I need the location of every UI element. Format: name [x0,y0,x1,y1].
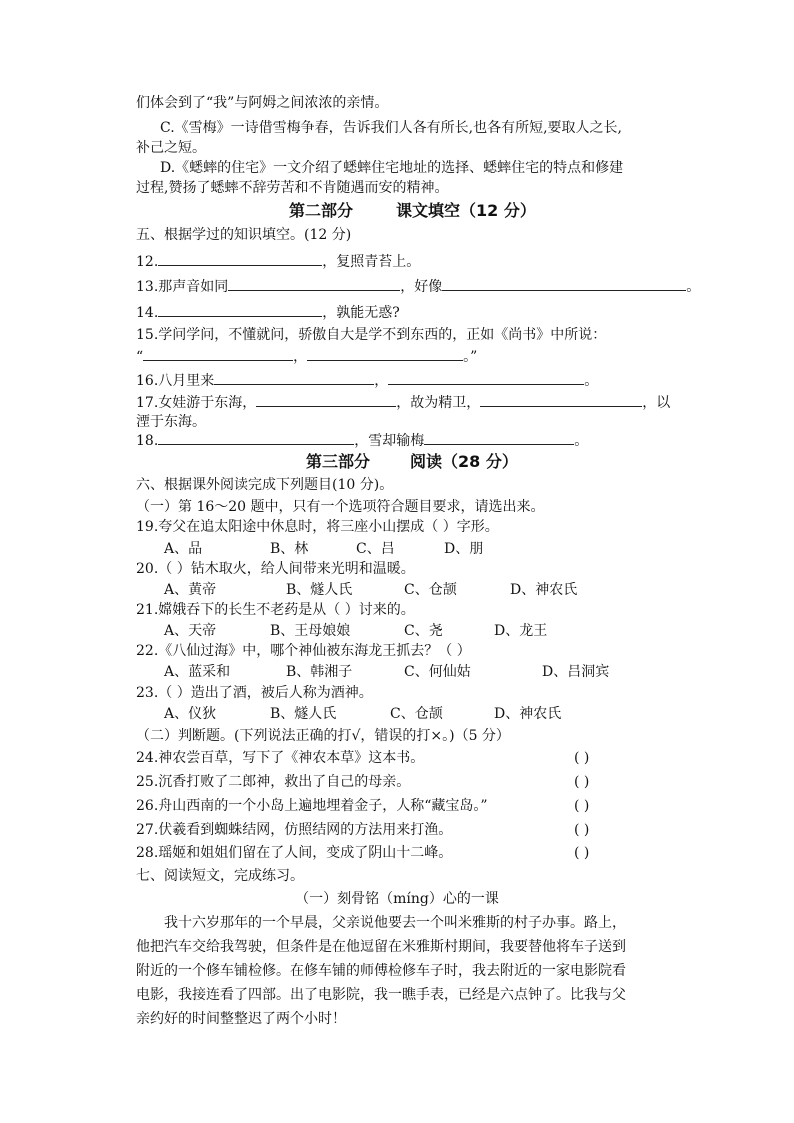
answer-blank[interactable] [158,302,322,317]
question-13 [136,276,756,297]
passage-line: 亲约好的时间整整迟了两个小时！ [136,1011,346,1027]
question-22-stem: 22.《八仙过海》中，哪个神仙被东海龙王抓去？（ ） [136,643,471,659]
option-d-line: D.《蟋蟀的住宅》一文介绍了蟋蟀住宅地址的选择、蟋蟀住宅的特点和修建 [160,160,624,176]
question-14 [136,302,756,323]
instruction-7: 七、阅读短文，完成练习。 [136,868,304,884]
section-subheading-part3: 阅读（28 分） [410,452,518,471]
answer-blank[interactable] [442,276,686,291]
question-19-stem: 19.夸父在追太阳途中休息时，将三座小山摆成（ ）字形。 [136,519,499,535]
question-text: 17.女娃游于东海， [136,395,257,411]
punctuation: 。 [574,433,589,449]
question-text: 。 [686,279,701,295]
question-text: 16.八月里来 [136,373,215,389]
option-a[interactable]: A、品 [164,541,203,557]
option-c-line: C.《雪梅》一诗借雪梅争春，告诉我们人各有所长,也各有所短,要取人之长, [160,120,623,136]
section-heading-part2: 第二部分 [289,201,354,220]
answer-paren[interactable]: ( ) [574,750,590,766]
option-a[interactable]: A、蓝采和 [164,664,231,680]
option-b[interactable]: B、王母娘娘 [270,623,351,639]
answer-paren[interactable]: ( ) [574,798,590,814]
question-12 [136,251,756,272]
question-20-stem: 20.（ ）钻木取火，给人间带来光明和温暖。 [136,561,415,577]
subsection-2: （二）判断题。(下列说法正确的打√，错误的打×。)（5 分） [136,728,510,744]
option-c[interactable]: C、仓颉 [390,706,443,722]
option-b[interactable]: B、燧人氏 [286,582,353,598]
option-a[interactable]: A、黄帝 [164,582,217,598]
answer-blank[interactable] [256,392,396,407]
answer-blank[interactable] [228,276,400,291]
question-23-stem: 23.（ ）造出了酒，被后人称为酒神。 [136,685,373,701]
judge-item: 24.神农尝百草，写下了《神农本草》这本书。 [136,750,425,766]
question-text: ，雪却输梅 [354,433,425,449]
passage-title: （一）刻骨铭（míng）心的一课 [295,891,499,907]
text-line: 们体会到了“我”与阿姆之间浓浓的亲情。 [136,95,389,111]
punctuation: 。 [584,373,599,389]
answer-blank[interactable] [480,392,642,407]
judge-item: 26.舟山西南的一个小岛上遍地埋着金子，人称“藏宝岛。” [136,798,488,814]
question-number: 12. [136,254,159,270]
passage-line: 附近的一个修车铺检修。在修车铺的师傅检修车子时，我去附近的一家电影院看 [136,963,626,979]
passage-line: 他把汽车交给我驾驶，但条件是在他逗留在米雅斯村期间，我要替他将车子送到 [136,939,626,955]
passage-line: 我十六岁那年的一个早晨，父亲说他要去一个叫米雅斯的村子办事。路上， [164,915,626,931]
judge-item: 25.沉香打败了二郎神，救出了自己的母亲。 [136,774,411,790]
option-d-line2: 过程,赞扬了蟋蟀不辞劳苦和不肯随遇而安的精神。 [136,180,449,196]
instruction-5: 五、根据学过的知识填空。(12 分) [136,227,352,243]
option-b[interactable]: B、林 [270,541,309,557]
question-text: 13.那声音如同 [136,279,229,295]
option-a[interactable]: A、天帝 [164,623,217,639]
question-number: 18. [136,433,159,449]
punctuation: 。” [463,349,478,365]
punctuation: ， [374,373,389,389]
answer-blank[interactable] [158,430,354,445]
instruction-6: 六、根据课外阅读完成下列题目(10 分)。 [136,477,394,493]
question-17 [136,392,756,413]
option-d[interactable]: D、神农氏 [510,582,578,598]
question-text: ，故为精卫， [396,395,481,411]
question-text: ，好像 [400,279,443,295]
question-text: ，以 [642,395,671,411]
option-c[interactable]: C、何仙姑 [404,664,471,680]
option-d[interactable]: D、龙王 [494,623,548,639]
answer-blank[interactable] [307,346,463,361]
punctuation: ， [293,349,308,365]
answer-blank[interactable] [143,346,293,361]
option-a[interactable]: A、仪狄 [164,706,217,722]
question-16 [136,370,756,391]
option-c[interactable]: C、尧 [404,623,443,639]
answer-blank[interactable] [158,251,322,266]
option-c[interactable]: C、仓颉 [404,582,457,598]
question-15: 15.学问学问，不懂就问，骄傲自大是学不到东西的，正如《尚书》中所说： [136,327,607,343]
section-subheading-part2: 课文填空（12 分） [396,201,536,220]
judge-item: 28.瑶姬和姐姐们留在了人间，变成了阴山十二峰。 [136,845,453,861]
quote-mark: “ [136,349,144,365]
answer-blank[interactable] [424,430,574,445]
option-b[interactable]: B、燧人氏 [270,706,337,722]
option-d[interactable]: D、神农氏 [494,706,562,722]
judge-item: 27.伏羲看到蜘蛛结网，仿照结网的方法用来打渔。 [136,822,453,838]
subsection-1: （一）第 16～20 题中，只有一个选项符合题目要求，请选出来。 [136,499,545,515]
option-d[interactable]: D、朋 [444,541,484,557]
question-15-blanks [136,346,756,367]
question-text: ，孰能无惑? [322,305,400,321]
answer-blank[interactable] [388,370,584,385]
section-heading-part3: 第三部分 [306,452,371,471]
question-21-stem: 21.嫦娥吞下的长生不老药是从（ ）讨来的。 [136,602,415,618]
passage-line: 电影，我接连看了四部。出了电影院，我一瞧手表，已经是六点钟了。比我与父 [136,987,626,1003]
question-number: 14. [136,305,159,321]
question-18 [136,430,756,451]
answer-paren[interactable]: ( ) [574,774,590,790]
option-b[interactable]: B、韩湘子 [286,664,353,680]
answer-paren[interactable]: ( ) [574,845,590,861]
question-text: ，复照青苔上。 [322,254,421,270]
option-d[interactable]: D、吕洞宾 [542,664,610,680]
option-c-line2: 补己之短。 [136,140,206,156]
option-c[interactable]: C、吕 [356,541,395,557]
question-17-line2: 湮于东海。 [136,414,206,430]
answer-blank[interactable] [214,370,374,385]
answer-paren[interactable]: ( ) [574,822,590,838]
